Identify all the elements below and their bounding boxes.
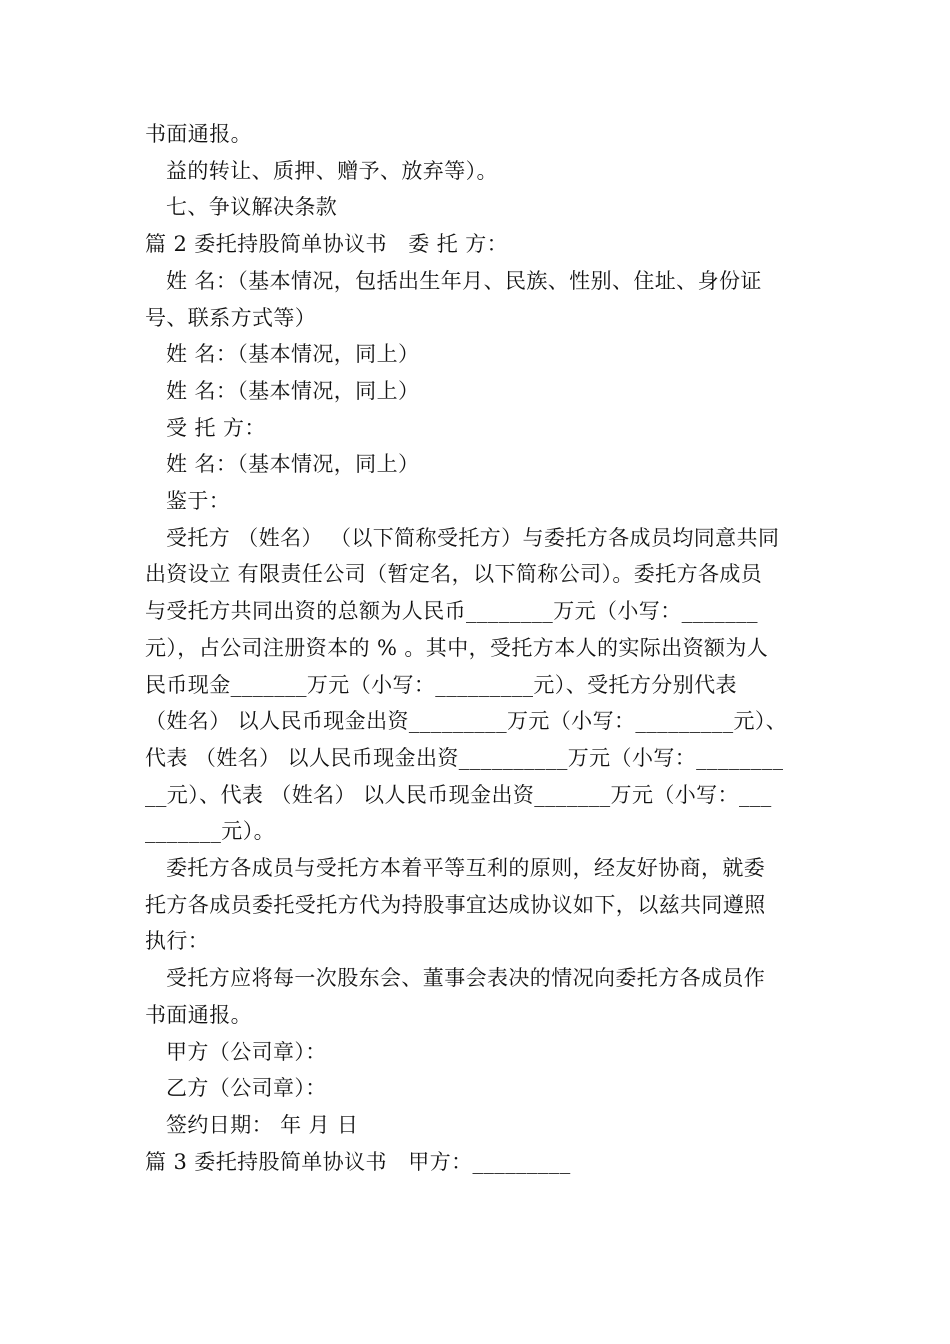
paragraph-line: 执行： (145, 929, 210, 954)
paragraph-line: __元）、代表 （姓名） 以人民币现金出资_______万元（小写：___ (145, 782, 772, 807)
paragraph-line: 姓 名：（基本情况，包括出生年月、民族、性别、住址、身份证 (166, 268, 762, 293)
signature-line: 乙方（公司章）： (166, 1076, 327, 1101)
paragraph-line: （姓名） 以人民币现金出资_________万元（小写：_________元）、 (145, 709, 788, 734)
section-heading: 七、争议解决条款 (166, 195, 338, 220)
paragraph-line: 书面通报。 (145, 122, 252, 146)
paragraph-line: 与受托方共同出资的总额为人民币________万元（小写：_______ (145, 599, 758, 624)
paragraph-line: 姓 名：（基本情况，同上） (166, 452, 420, 477)
paragraph-line: 姓 名：（基本情况，同上） (166, 342, 420, 367)
paragraph-line: 委托方各成员与受托方本着平等互利的原则，经友好协商，就委 (166, 856, 766, 881)
paragraph-line: 鉴于： (166, 489, 231, 514)
paragraph-line: _______元）。 (145, 819, 275, 844)
paragraph-line: 民币现金_______万元（小写：_________元）、受托方分别代表 (145, 672, 737, 697)
document-body (145, 116, 817, 1180)
agreement-title: 篇 3 委托持股简单协议书 甲方：_________ (145, 1149, 571, 1174)
paragraph-line: 姓 名：（基本情况，同上） (166, 378, 420, 403)
paragraph-line: 元），占公司注册资本的 % 。其中，受托方本人的实际出资额为人 (145, 635, 769, 660)
paragraph-line: 出资设立 有限责任公司（暂定名，以下简称公司）。委托方各成员 (145, 562, 763, 587)
paragraph-line: 益的转让、质押、赠予、放弃等）。 (166, 158, 498, 183)
paragraph-line: 托方各成员委托受托方代为持股事宜达成协议如下，以兹共同遵照 (145, 892, 766, 917)
signing-date-line: 签约日期： 年 月 日 (166, 1112, 359, 1137)
paragraph-line: 受托方 （姓名） （以下简称受托方）与委托方各成员均同意共同 (166, 525, 780, 550)
paragraph-line: 号、联系方式等） (145, 305, 317, 330)
signature-line: 甲方（公司章）： (166, 1039, 327, 1064)
paragraph-line: 书面通报。 (145, 1002, 252, 1027)
paragraph-line: 代表 （姓名） 以人民币现金出资__________万元（小写：________ (145, 745, 784, 770)
agreement-title: 篇 2 委托持股简单协议书 委 托 方： (145, 232, 509, 257)
paragraph-line: 受托方应将每一次股东会、董事会表决的情况向委托方各成员作 (166, 966, 766, 991)
paragraph-line: 受 托 方： (166, 415, 266, 440)
